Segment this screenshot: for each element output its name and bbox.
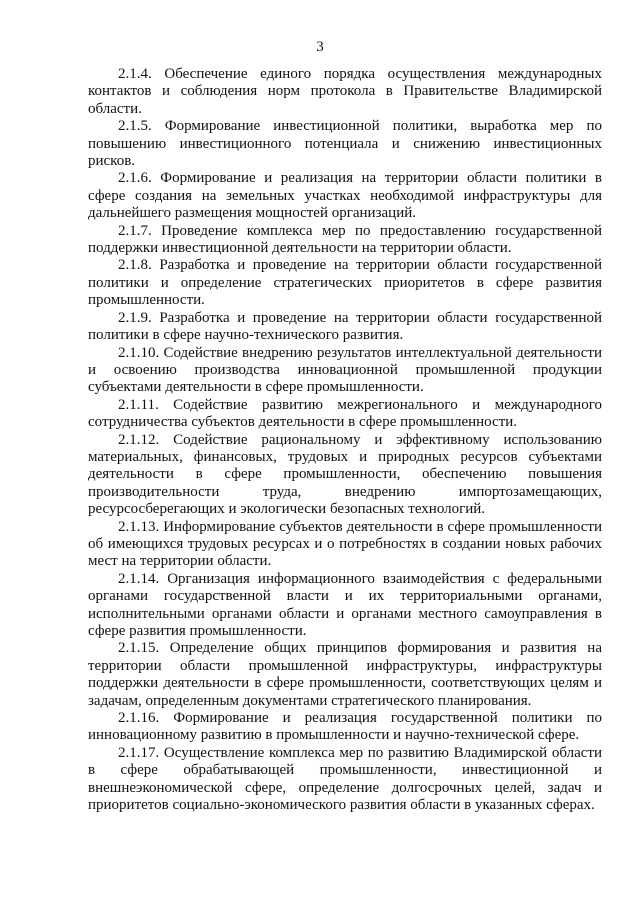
paragraph-2-1-17: 2.1.17. Осуществление комплекса мер по развитию Владимирской области в сфере обрабатывающей промышленности, инвестиционной и внешнеэкономической сфере, определение долгосрочных целей, задач и приоритетов социально-экономического развития области в указанных сферах.	[88, 744, 602, 814]
page-number: 3	[316, 39, 324, 55]
paragraph-2-1-11: 2.1.11. Содействие развитию межрегионального и международного сотрудничества субъектов деятельности в сфере промышленности.	[88, 396, 602, 431]
paragraph-2-1-9: 2.1.9. Разработка и проведение на территории области государственной политики в сфере научно-технического развития.	[88, 309, 602, 344]
document-body	[88, 66, 602, 814]
paragraph-2-1-5: 2.1.5. Формирование инвестиционной политики, выработка мер по повышению инвестиционного потенциала и снижению инвестиционных рисков.	[88, 118, 602, 170]
paragraph-2-1-12: 2.1.12. Содействие рациональному и эффективному использованию материальных, финансовых, трудовых и природных ресурсов субъектами деятельности в сфере промышленности, обеспечению повышения производительности труда, внедрению импортозамещающих, ресурсосберегающих и экологически безопасных технологий.	[88, 431, 602, 518]
paragraph-2-1-7: 2.1.7. Проведение комплекса мер по предоставлению государственной поддержки инвестиционной деятельности на территории области.	[88, 222, 602, 257]
paragraph-2-1-8: 2.1.8. Разработка и проведение на территории области государственной политики и определение стратегических приоритетов в сфере развития промышленности.	[88, 257, 602, 309]
paragraph-2-1-13: 2.1.13. Информирование субъектов деятельности в сфере промышленности об имеющихся трудовых ресурсах и о потребностях в создании новых рабочих мест на территории области.	[88, 518, 602, 570]
paragraph-2-1-4: 2.1.4. Обеспечение единого порядка осуществления международных контактов и соблюдения норм протокола в Правительстве Владимирской области.	[88, 66, 602, 117]
paragraph-2-1-6: 2.1.6. Формирование и реализация на территории области политики в сфере создания на земельных участках необходимой инфраструктуры для дальнейшего размещения мощностей организаций.	[88, 170, 602, 222]
paragraph-2-1-16: 2.1.16. Формирование и реализация государственной политики по инновационному развитию в промышленности и научно-технической сфере.	[88, 710, 602, 744]
paragraph-2-1-10: 2.1.10. Содействие внедрению результатов интеллектуальной деятельности и освоению производства инновационной промышленной продукции субъектами деятельности в сфере промышленности.	[88, 344, 602, 396]
paragraph-2-1-14: 2.1.14. Организация информационного взаимодействия с федеральными органами государственной власти и их территориальными органами, исполнительными органами области и органами местного самоуправления в сфере развития промышленности.	[88, 570, 602, 639]
paragraph-2-1-15: 2.1.15. Определение общих принципов формирования и развития на территории области промышленной инфраструктуры, инфраструктуры поддержки деятельности в сфере промышленности, соответствующих целям и задачам, определенным документами стратегического планирования.	[88, 640, 602, 709]
